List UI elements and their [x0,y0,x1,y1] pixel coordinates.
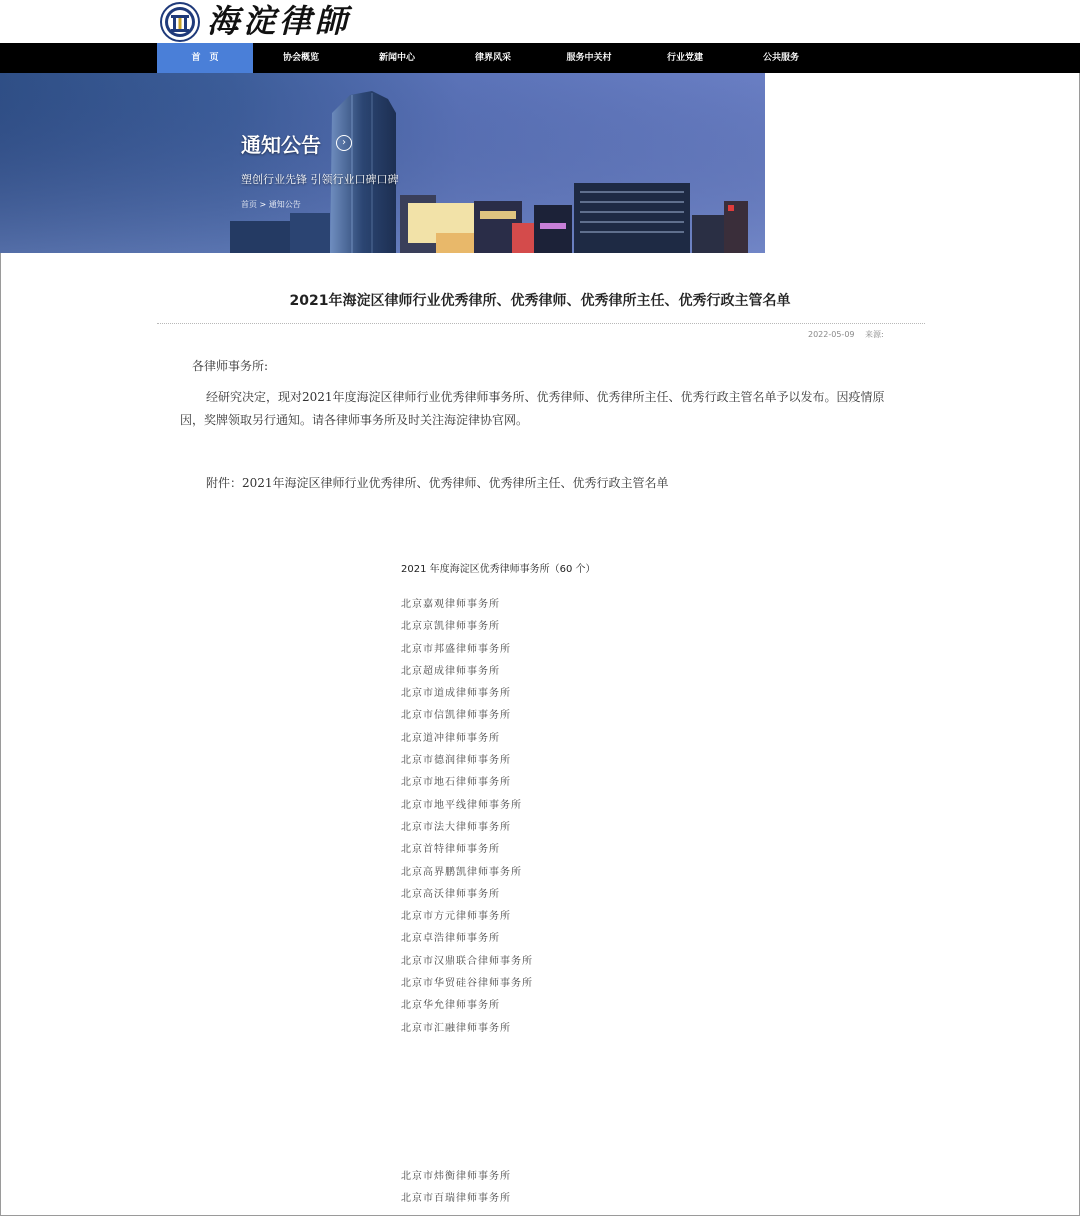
article-title: 2021年海淀区律师行业优秀律所、优秀律师、优秀律所主任、优秀行政主管名单 [289,293,791,309]
list-item: 北京市道成律师事务所 [401,688,511,700]
article-meta [808,329,892,340]
article-attachment: 附件：2021年海淀区律师行业优秀律所、优秀律师、优秀律所主任、优秀行政主管名单 [206,476,669,490]
nav-item-news-center[interactable]: 新闻中心 [378,53,415,63]
list-item: 北京京凯律师事务所 [401,621,500,633]
list-item: 北京市汉鼎联合律师事务所 [401,955,533,967]
firm-list [401,594,533,1040]
site-logo-text[interactable]: 海淀律師 [207,2,352,40]
scales-of-justice-emblem-icon[interactable] [160,2,200,42]
banner-title: 通知公告 [241,133,321,157]
article-date: 2022-05-09 [808,330,855,339]
list-item: 北京市炜衡律师事务所 [401,1171,511,1182]
page-banner [0,73,765,253]
nav-item-home[interactable]: 首 页 [157,43,253,73]
list-item: 北京市邦盛律师事务所 [401,643,511,655]
list-item: 北京超成律师事务所 [401,665,500,677]
list-item: 北京道冲律师事务所 [401,732,500,744]
nav-item-zhongguancun-service[interactable]: 服务中关村 [566,53,612,63]
list-item: 北京市华贸硅谷律师事务所 [401,978,533,990]
list-item: 北京嘉观律师事务所 [401,599,500,610]
article-source-label: 来源: [865,330,884,339]
title-divider [157,323,925,324]
breadcrumb-home-link[interactable]: 首页 [241,200,257,209]
list-item: 北京市汇融律师事务所 [401,1022,511,1034]
article-greeting: 各律师事务所: [192,359,269,373]
circle-arrow-right-icon[interactable]: › [336,135,352,151]
main-nav [0,43,1080,73]
city-skyline-image [0,73,765,253]
article-body: 经研究决定，现对2021年度海淀区律师行业优秀律师事务所、优秀律师、优秀律所主任、优秀行政主管名单予以发布。因疫情原因，奖牌领取另行通知。请各律师事务所及时关注海淀律协官网。 [180,390,885,427]
list-item: 北京高界鹏凯律师事务所 [401,866,522,878]
site-header [0,0,1080,43]
list-item: 北京市信凯律师事务所 [401,710,511,722]
firm-list-title: 2021 年度海淀区优秀律师事务所（60 个） [401,564,596,575]
list-item: 北京市地石律师事务所 [401,777,511,789]
list-item: 北京市百瑞律师事务所 [401,1193,511,1205]
firm-list-continued [401,1166,511,1211]
list-item: 北京卓浩律师事务所 [401,933,500,945]
nav-item-public-service[interactable]: 公共服务 [762,53,799,63]
nav-item-association-overview[interactable]: 协会概览 [282,53,319,63]
list-item: 北京市地平线律师事务所 [401,799,522,811]
breadcrumb-separator: > [259,200,267,209]
nav-item-party-building[interactable]: 行业党建 [666,53,703,63]
list-item: 北京首特律师事务所 [401,844,500,856]
list-item: 北京市德润律师事务所 [401,755,511,767]
list-item: 北京市法大律师事务所 [401,821,511,833]
breadcrumb-current-link[interactable]: 通知公告 [268,200,301,209]
nav-item-lawyer-style[interactable]: 律界风采 [474,53,511,63]
breadcrumb [241,199,301,210]
list-item: 北京市方元律师事务所 [401,911,511,923]
list-item: 北京高沃律师事务所 [401,888,500,900]
list-item: 北京华允律师事务所 [401,1000,500,1012]
banner-slogan: 塑创行业先锋 引领行业口碑口碑 [241,173,399,186]
